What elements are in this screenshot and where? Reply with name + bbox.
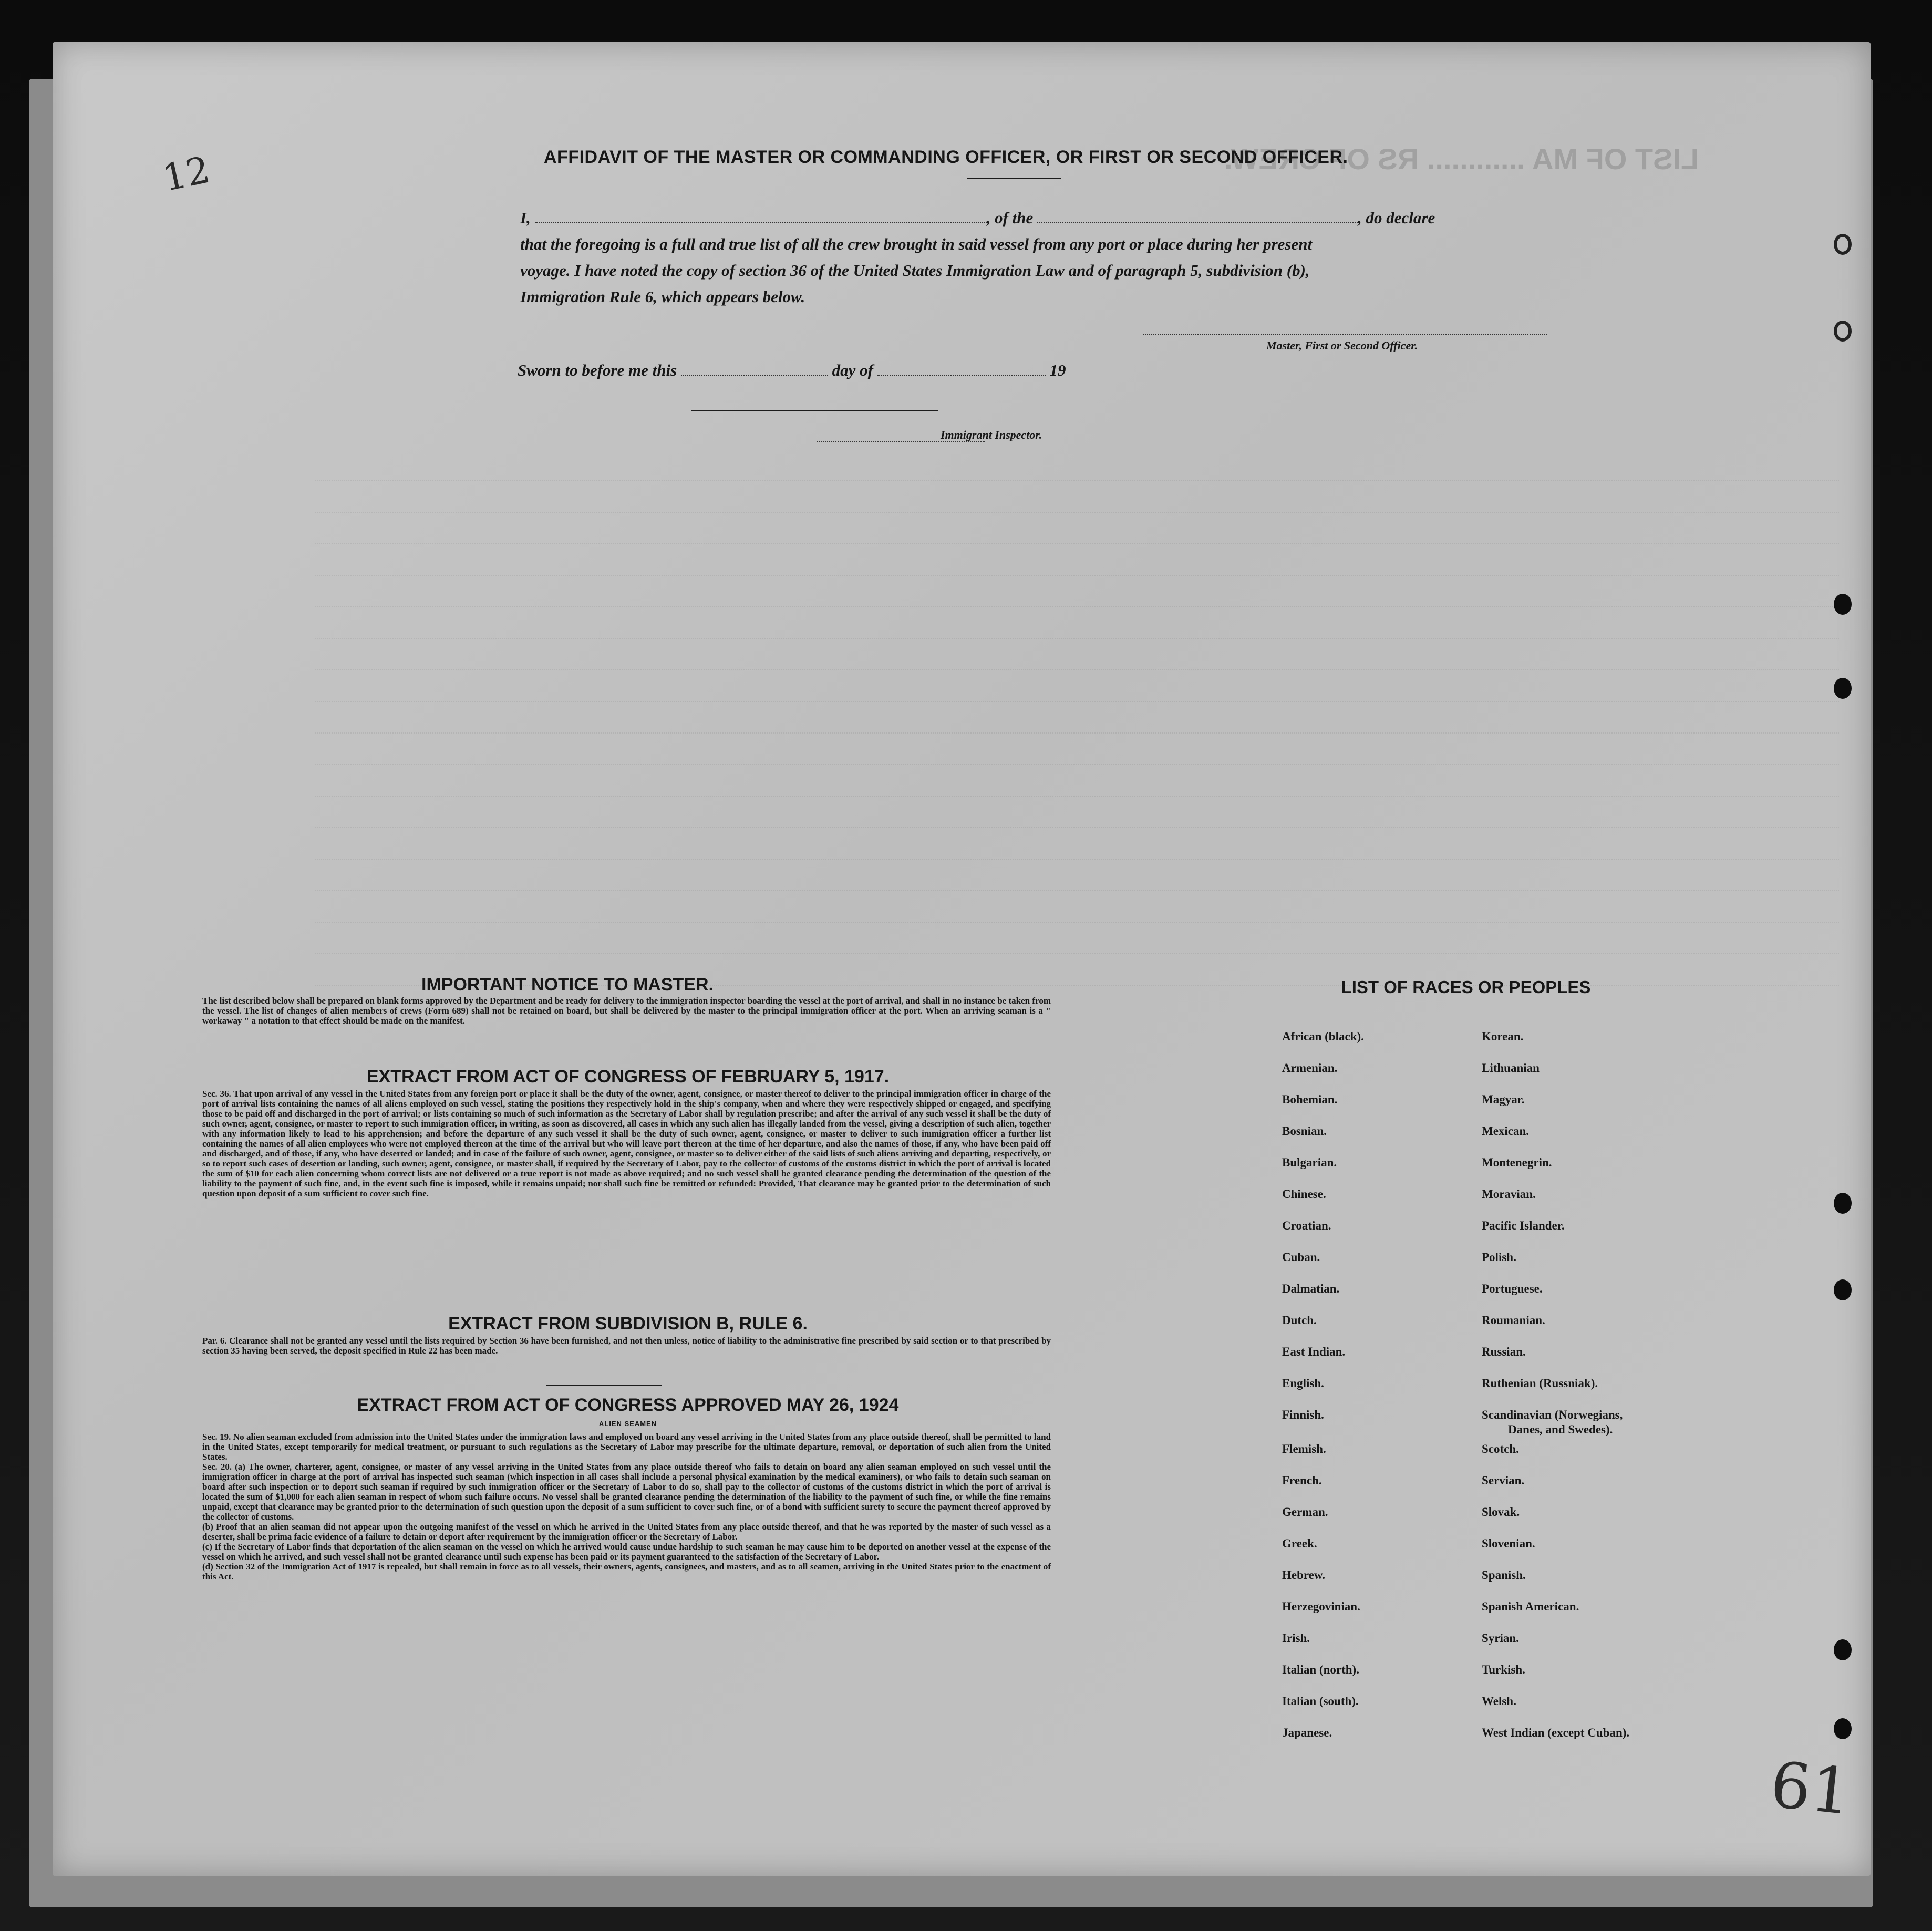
race-item: Italian (north). [1282, 1663, 1359, 1676]
extract-1917-title: EXTRACT FROM ACT OF CONGRESS OF FEBRUARY 5, 1917. [366, 1067, 890, 1087]
binding-hole [1834, 1718, 1852, 1739]
document-page [53, 42, 1871, 1876]
extract-1924-title: EXTRACT FROM ACT OF CONGRESS APPROVED MAY 26, 1924 [357, 1395, 899, 1415]
year-prefix: 19 [1049, 361, 1066, 379]
sworn-line [518, 357, 1066, 384]
bleed-through-heading: LIST OF MA ............ RS OF CREW. [1224, 142, 1699, 175]
binding-hole [1834, 1279, 1852, 1300]
race-item: Bulgarian. [1282, 1156, 1337, 1169]
race-item: East Indian. [1282, 1345, 1346, 1358]
race-item: Slovak. [1482, 1505, 1520, 1519]
race-item: Syrian. [1482, 1631, 1519, 1645]
race-item-continuation: Danes, and Swedes). [1508, 1423, 1613, 1436]
race-item: Spanish American. [1482, 1600, 1579, 1613]
race-item: Russian. [1482, 1345, 1526, 1358]
race-item: Spanish. [1482, 1568, 1526, 1582]
race-item: Moravian. [1482, 1187, 1536, 1201]
affidavit-of-the-label: , of the [986, 209, 1034, 227]
handwritten-page-number-top: 12 [159, 148, 214, 200]
affidavit-title-rule [967, 178, 1061, 179]
race-item: Greek. [1282, 1537, 1317, 1550]
race-item: English. [1282, 1377, 1324, 1390]
race-item: Pacific Islander. [1482, 1219, 1565, 1232]
race-item: Ruthenian (Russniak). [1482, 1377, 1598, 1390]
extract-1924-text [202, 1432, 1051, 1582]
important-notice-title: IMPORTANT NOTICE TO MASTER. [421, 975, 714, 995]
inspector-signature-label: Immigrant Inspector. [941, 428, 1042, 441]
vessel-name-blank[interactable] [1037, 210, 1358, 223]
race-item: Armenian. [1282, 1061, 1338, 1075]
alien-seamen-subtitle: ALIEN SEAMEN [598, 1420, 657, 1428]
extract-rule6-text: Par. 6. Clearance shall not be granted any vessel until the lists required by Section 36 have been furnished, and not then unless, notice of liability to the administrative fine prescribed by said section or to that prescribed by section 35 having been served, the deposit specified in Rule 22 has been made. [202, 1336, 1051, 1356]
handwritten-page-number-bottom: 61 [1767, 1748, 1855, 1830]
binding-hole [1834, 1639, 1852, 1660]
master-signature-label: Master, First or Second Officer. [1266, 339, 1418, 352]
affidavit-do-declare-label: , do declare [1358, 209, 1435, 227]
race-item: Herzegovinian. [1282, 1600, 1360, 1613]
affidavit-title: AFFIDAVIT OF THE MASTER OR COMMANDING OFFICER, OR FIRST OR SECOND OFFICER. [544, 147, 1348, 167]
master-name-blank[interactable] [535, 210, 987, 223]
important-notice-text: The list described below shall be prepared on blank forms approved by the Department and be ready for delivery to the immigration inspector boarding the vessel at the port of arrival, and shall in no instance be taken from the vessel. The list of changes of alien members of crews (Form 689) shall not be retained on board, but shall be delivered by the master to the principal immigration officer at the port. When an arriving seaman is a " workaway " a notation to that effect should be made on the manifest. [202, 996, 1051, 1026]
section-divider [546, 1385, 662, 1386]
affidavit-text-line-3: voyage. I have noted the copy of section 36 of the United States Immigration Law and of paragraph 5, subdivision (b), [520, 261, 1310, 280]
affidavit-text-line-4: Immigration Rule 6, which appears below. [520, 287, 805, 306]
sec-20c-text: (c) If the Secretary of Labor finds that deportation of the alien seaman on the vessel on which he arrived would cause undue hardship to such seaman he may cause him to be deported on another vessel at the expense of the vessel on which he arrived, and such vessel shall not be granted clearance until such expense has been paid or its payment guaranteed to the satisfaction of the Secretary of Labor. [202, 1542, 1051, 1562]
affidavit-i-label: I, [520, 209, 531, 227]
race-item: Hebrew. [1282, 1568, 1325, 1582]
sworn-month-blank[interactable] [877, 362, 1046, 376]
binding-hole [1834, 1193, 1852, 1214]
binding-hole [1834, 321, 1852, 342]
race-item: Turkish. [1482, 1663, 1525, 1676]
race-item: Mexican. [1482, 1124, 1530, 1138]
binding-hole [1834, 678, 1852, 699]
race-item: Bohemian. [1282, 1093, 1338, 1106]
race-item: Irish. [1282, 1631, 1310, 1645]
race-item: Croatian. [1282, 1219, 1331, 1232]
races-list-title: LIST OF RACES OR PEOPLES [1341, 977, 1591, 997]
race-item: Slovenian. [1482, 1537, 1535, 1550]
race-item: Dutch. [1282, 1314, 1317, 1327]
race-item: African (black). [1282, 1030, 1364, 1043]
race-item: Scandinavian (Norwegians, [1482, 1408, 1623, 1421]
race-item: Montenegrin. [1482, 1156, 1552, 1169]
binding-hole [1834, 234, 1852, 255]
race-item: Lithuanian [1482, 1061, 1540, 1075]
race-item: Italian (south). [1282, 1695, 1359, 1708]
race-item: Bosnian. [1282, 1124, 1327, 1138]
sec-20d-text: (d) Section 32 of the Immigration Act of 1917 is repealed, but shall remain in force as to all vessels, their owners, agents, consignees, and masters, and as to all seamen, arriving in the United States prior to the enactment of this Act. [202, 1562, 1051, 1582]
race-item: Polish. [1482, 1251, 1516, 1264]
race-item: Portuguese. [1482, 1282, 1543, 1295]
affidavit-declaration-line [520, 205, 1435, 231]
sworn-day-blank[interactable] [681, 362, 828, 376]
sec-20b-text: (b) Proof that an alien seaman did not appear upon the outgoing manifest of the vessel on which he arrived in the United States from any place outside thereof, and that he was reported by the master of such vessel as a deserter, shall be prima facie evidence of a failure to detain or deport after requirement by the immigration officer or the Secretary of Labor. [202, 1522, 1051, 1542]
race-item: Magyar. [1482, 1093, 1525, 1106]
master-signature-line[interactable] [1143, 334, 1547, 335]
binding-hole [1834, 594, 1852, 615]
race-item: Welsh. [1482, 1695, 1516, 1708]
sec-20a-text: Sec. 20. (a) The owner, charterer, agent, consignee, or master of any vessel arriving in the United States from any place outside thereof who fails to detain on board any alien seaman employed on such vessel until the immigration officer in charge at the port of arrival has inspected such seaman (which inspection in all cases shall include a personal physical examination by the medical examiners), or who fails to detain such seaman on board after such inspection or to deport such seaman if required by such immigration officer or the Secretary of Labor to do so, shall pay to the collector of customs of the customs district in which the port of arrival is located the sum of $1,000 for each alien seaman in respect of whom such failure occurs. No vessel shall be granted clearance pending the determination of the liability to the payment of such fine, or while the fine remains unpaid, except that clearance may be granted prior to the determination of such question upon the deposit of a sum sufficient to cover such fine, or of a bond with sufficient surety to secure the payment thereof approved by the collector of customs. [202, 1462, 1051, 1522]
race-item: West Indian (except Cuban). [1482, 1726, 1630, 1739]
day-of-label: day of [832, 361, 873, 379]
race-item: Roumanian. [1482, 1314, 1545, 1327]
sworn-label: Sworn to before me this [518, 361, 677, 379]
race-item: Flemish. [1282, 1442, 1326, 1455]
race-item: Finnish. [1282, 1408, 1324, 1421]
race-item: Korean. [1482, 1030, 1524, 1043]
sec-19-text: Sec. 19. No alien seaman excluded from admission into the United States under the immigration laws and employed on board any vessel arriving in the United States from any place outside thereof, shall be permitted to land in the United States, except temporarily for medical treatment, or pursuant to such regulations as the Secretary of Labor may prescribe for the ultimate departure, removal, or deportation of such alien from the United States. [202, 1432, 1051, 1462]
race-item: Cuban. [1282, 1251, 1320, 1264]
race-item: Servian. [1482, 1474, 1525, 1487]
race-item: French. [1282, 1474, 1322, 1487]
race-item: Dalmatian. [1282, 1282, 1340, 1295]
extract-rule6-title: EXTRACT FROM SUBDIVISION B, RULE 6. [448, 1314, 808, 1334]
extract-1917-text: Sec. 36. That upon arrival of any vessel in the United States from any foreign port or place it shall be the duty of the owner, agent, consignee, or master thereof to deliver to the principal immigration officer in charge of the port of arrival lists containing the names of all aliens employed on such vessel, stating the positions they respectively hold in the ship's company, when and where they were respectively shipped or engaged, and specifying those to be paid off and discharged in the port of arrival; or lists containing so much of such information as the Secretary of Labor shall by regulation prescribe; and after the arrival of any such vessel it shall be the duty of such owner, agent, consignee, or master to report to such immigration officer, in writing, as soon as discovered, all cases in which any such alien has illegally landed from the vessel, giving a description of such alien, together with any information likely to lead to his apprehension; and before the departure of any such vessel it shall be the duty of such owner, agent, consignee, or master to deliver to such immigration officer a further list containing the names of all alien employees who were not employed thereon at the time of the arrival but who will leave port thereon at the time of her departure, and also the names of those, if any, who have been paid off and discharged, and of those, if any, who have deserted or landed; and in case of the failure of such owner, agent, consignee, or master so to deliver either of the said lists of such aliens arriving and departing, respectively, or so to report such cases of desertion or landing, such owner, agent, consignee, or master shall, if required by the Secretary of Labor, pay to the collector of customs of the customs district in which the port of arrival is located the sum of $10 for each alien concerning whom correct lists are not delivered or a true report is not made as above required; and no such vessel shall be granted clearance pending the determination of the question of the liability to the payment of such fine, and, in the event such fine is imposed, while it remains unpaid; nor shall such fine be remitted or refunded: Provided, That clearance may be granted prior to the determination of such question upon deposit of a sum sufficient to cover such fine. [202, 1089, 1051, 1199]
race-item: Scotch. [1482, 1442, 1519, 1455]
sworn-rule [691, 410, 938, 411]
race-item: German. [1282, 1505, 1328, 1519]
affidavit-text-line-2: that the foregoing is a full and true list of all the crew brought in said vessel from any port or place during her present [520, 235, 1313, 253]
race-item: Chinese. [1282, 1187, 1326, 1201]
race-item: Japanese. [1282, 1726, 1332, 1739]
